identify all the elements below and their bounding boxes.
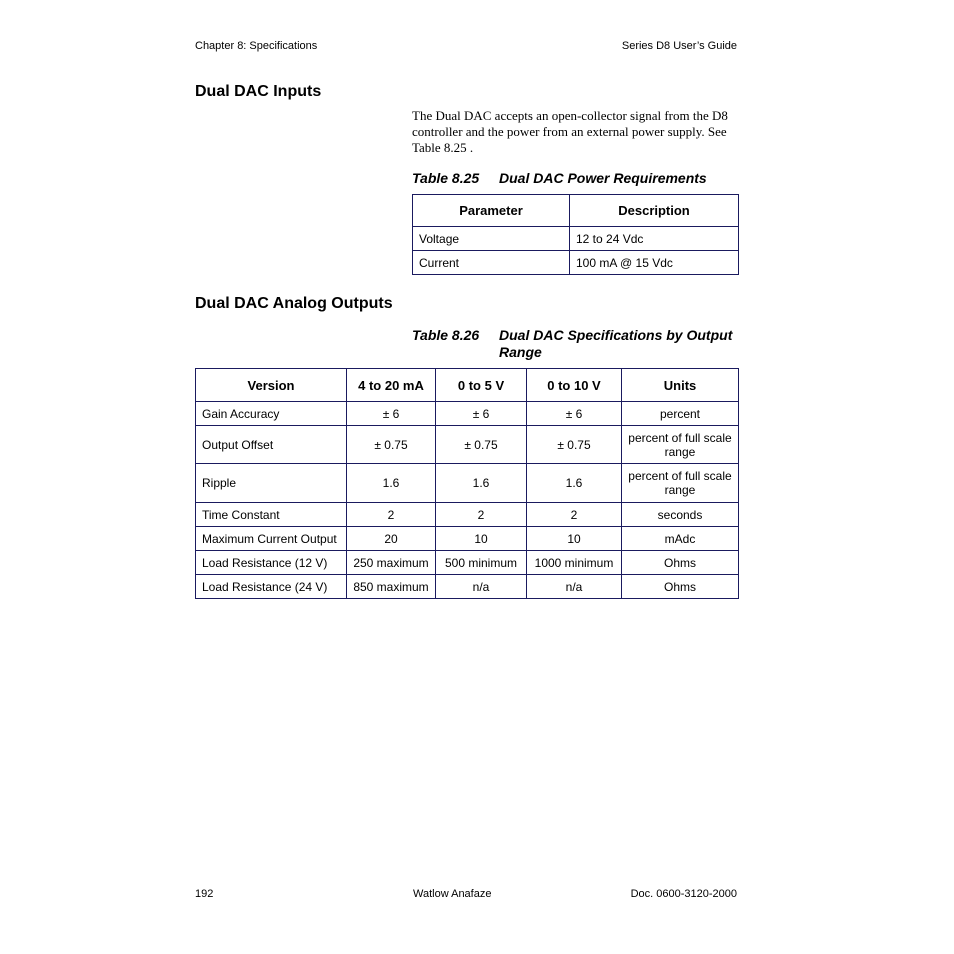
table-cell: Current bbox=[413, 251, 570, 275]
column-header-0-to-5-v: 0 to 5 V bbox=[436, 369, 527, 402]
table-row bbox=[196, 575, 739, 599]
table-cell: 2 bbox=[347, 503, 436, 527]
table-row bbox=[413, 227, 739, 251]
column-header-description: Description bbox=[570, 195, 739, 227]
output-range-specifications-table bbox=[195, 368, 739, 599]
table-row bbox=[196, 527, 739, 551]
table-cell: 1.6 bbox=[527, 464, 622, 503]
footer-publisher: Watlow Anafaze bbox=[413, 888, 492, 900]
table-cell: 12 to 24 Vdc bbox=[570, 227, 739, 251]
table-caption-8-26 bbox=[412, 327, 742, 361]
table-row bbox=[196, 551, 739, 575]
table-cell: 1000 minimum bbox=[527, 551, 622, 575]
table-cell: 850 maximum bbox=[347, 575, 436, 599]
table-cell: Time Constant bbox=[196, 503, 347, 527]
inputs-paragraph: The Dual DAC accepts an open-collector signal from the D8 controller and the power from an external power supply. See Table 8.25 . bbox=[412, 108, 728, 155]
table-cell: 1.6 bbox=[347, 464, 436, 503]
table-cell: 20 bbox=[347, 527, 436, 551]
table-cell: Ripple bbox=[196, 464, 347, 503]
table-cell: Load Resistance (12 V) bbox=[196, 551, 347, 575]
table-number: Table 8.25 bbox=[412, 170, 480, 186]
table-cell: seconds bbox=[622, 503, 739, 527]
table-cell: 250 maximum bbox=[347, 551, 436, 575]
table-cell: n/a bbox=[436, 575, 527, 599]
footer-doc-number: Doc. 0600-3120-2000 bbox=[630, 888, 737, 900]
column-header-version: Version bbox=[196, 369, 347, 402]
table-cell: ± 6 bbox=[436, 402, 527, 426]
table-cell: Ohms bbox=[622, 551, 739, 575]
column-header-parameter: Parameter bbox=[413, 195, 570, 227]
table-row bbox=[196, 503, 739, 527]
column-header-0-to-10-v: 0 to 10 V bbox=[527, 369, 622, 402]
table-row bbox=[196, 402, 739, 426]
table-cell: Load Resistance (24 V) bbox=[196, 575, 347, 599]
table-cell: Gain Accuracy bbox=[196, 402, 347, 426]
table-row bbox=[196, 426, 739, 464]
table-number: Table 8.26 bbox=[412, 327, 480, 343]
table-cell: Ohms bbox=[622, 575, 739, 599]
table-cell: mAdc bbox=[622, 527, 739, 551]
section-heading-dual-dac-analog-outputs: Dual DAC Analog Outputs bbox=[195, 295, 393, 312]
table-cell: Output Offset bbox=[196, 426, 347, 464]
running-header-chapter: Chapter 8: Specifications bbox=[195, 40, 318, 52]
table-cell: 2 bbox=[436, 503, 527, 527]
table-cell: ± 6 bbox=[347, 402, 436, 426]
table-cell: percent of full scale range bbox=[622, 426, 739, 464]
table-cell: 2 bbox=[527, 503, 622, 527]
table-cell: ± 0.75 bbox=[347, 426, 436, 464]
table-cell: ± 0.75 bbox=[527, 426, 622, 464]
page-number: 192 bbox=[195, 888, 214, 900]
table-cell: percent of full scale range bbox=[622, 464, 739, 503]
column-header-units: Units bbox=[622, 369, 739, 402]
table-row bbox=[196, 464, 739, 503]
table-caption-8-25 bbox=[412, 170, 742, 187]
table-title: Dual DAC Specifications by Output Range bbox=[499, 327, 733, 360]
table-cell: n/a bbox=[527, 575, 622, 599]
table-title: Dual DAC Power Requirements bbox=[499, 170, 707, 186]
power-requirements-table bbox=[412, 194, 739, 275]
table-cell: 10 bbox=[436, 527, 527, 551]
table-row bbox=[413, 251, 739, 275]
table-cell: Maximum Current Output bbox=[196, 527, 347, 551]
section-heading-dual-dac-inputs: Dual DAC Inputs bbox=[195, 83, 322, 100]
table-cell: ± 0.75 bbox=[436, 426, 527, 464]
table-header-row bbox=[413, 195, 739, 227]
table-cell: 100 mA @ 15 Vdc bbox=[570, 251, 739, 275]
table-cell: percent bbox=[622, 402, 739, 426]
table-cell: 10 bbox=[527, 527, 622, 551]
running-header-title: Series D8 User’s Guide bbox=[621, 40, 737, 52]
table-cell: 1.6 bbox=[436, 464, 527, 503]
column-header-4-to-20-ma: 4 to 20 mA bbox=[347, 369, 436, 402]
table-cell: 500 minimum bbox=[436, 551, 527, 575]
table-cell: ± 6 bbox=[527, 402, 622, 426]
table-cell: Voltage bbox=[413, 227, 570, 251]
table-header-row bbox=[196, 369, 739, 402]
